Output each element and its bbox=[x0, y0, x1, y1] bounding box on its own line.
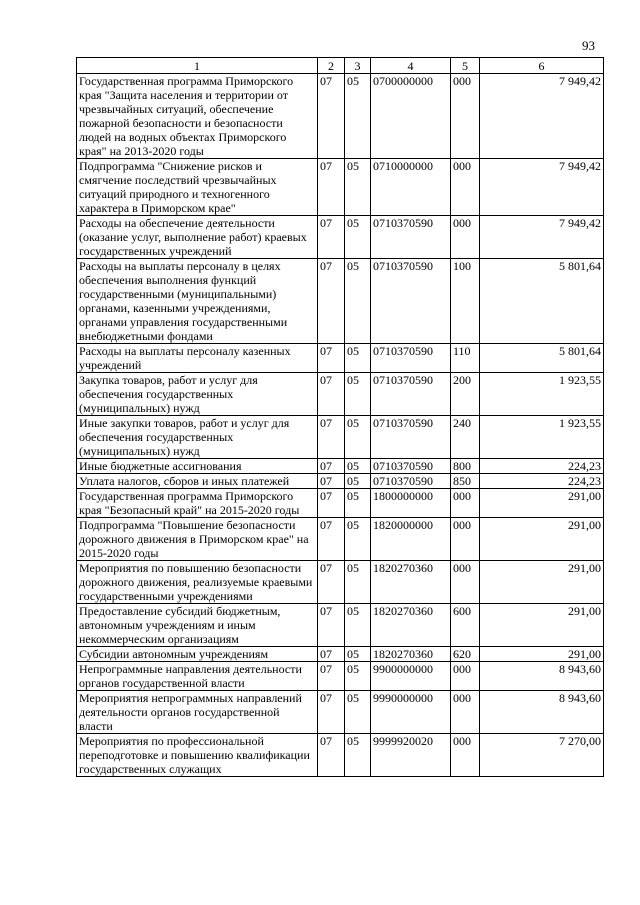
row-subsection-cell: 05 bbox=[345, 561, 371, 604]
row-expense-type-cell: 100 bbox=[451, 259, 480, 344]
row-name-cell: Подпрограмма "Повышение безопасности дорожного движения в Приморском крае" на 2015-2020 годы bbox=[77, 518, 318, 561]
row-expense-type-cell: 200 bbox=[451, 373, 480, 416]
table-row bbox=[77, 561, 604, 604]
row-amount-cell: 8 943,60 bbox=[480, 691, 604, 734]
row-target-article-cell: 0710370590 bbox=[371, 259, 451, 344]
row-section-cell: 07 bbox=[318, 259, 345, 344]
row-subsection-cell: 05 bbox=[345, 604, 371, 647]
row-section-cell: 07 bbox=[318, 216, 345, 259]
row-section-cell: 07 bbox=[318, 344, 345, 373]
table-row bbox=[77, 489, 604, 518]
row-expense-type-cell: 000 bbox=[451, 518, 480, 561]
row-subsection-cell: 05 bbox=[345, 416, 371, 459]
row-subsection-cell: 05 bbox=[345, 459, 371, 474]
table-row bbox=[77, 474, 604, 489]
row-amount-cell: 7 949,42 bbox=[480, 159, 604, 216]
row-amount-cell: 7 949,42 bbox=[480, 74, 604, 159]
row-section-cell: 07 bbox=[318, 691, 345, 734]
row-name-cell: Государственная программа Приморского края "Защита населения и территории от чрезвычайных ситуаций, обеспечение пожарной безопасности и безопасности людей на водных объектах Приморского края" на 2013-2020 годы bbox=[77, 74, 318, 159]
row-expense-type-cell: 000 bbox=[451, 561, 480, 604]
row-target-article-cell: 0710370590 bbox=[371, 344, 451, 373]
column-header-3: 3 bbox=[345, 58, 371, 74]
table-row bbox=[77, 662, 604, 691]
table-row bbox=[77, 159, 604, 216]
column-header-4: 4 bbox=[371, 58, 451, 74]
row-name-cell: Мероприятия непрограммных направлений деятельности органов государственной власти bbox=[77, 691, 318, 734]
row-name-cell: Непрограммные направления деятельности органов государственной власти bbox=[77, 662, 318, 691]
table-row bbox=[77, 691, 604, 734]
row-subsection-cell: 05 bbox=[345, 259, 371, 344]
row-amount-cell: 5 801,64 bbox=[480, 259, 604, 344]
row-name-cell: Уплата налогов, сборов и иных платежей bbox=[77, 474, 318, 489]
row-amount-cell: 8 943,60 bbox=[480, 662, 604, 691]
row-subsection-cell: 05 bbox=[345, 373, 371, 416]
column-header-1: 1 bbox=[77, 58, 318, 74]
row-section-cell: 07 bbox=[318, 662, 345, 691]
row-name-cell: Подпрограмма "Снижение рисков и смягчение последствий чрезвычайных ситуаций природного и техногенного характера в Приморском крае" bbox=[77, 159, 318, 216]
row-subsection-cell: 05 bbox=[345, 159, 371, 216]
row-section-cell: 07 bbox=[318, 459, 345, 474]
row-target-article-cell: 1800000000 bbox=[371, 489, 451, 518]
row-section-cell: 07 bbox=[318, 159, 345, 216]
row-amount-cell: 1 923,55 bbox=[480, 373, 604, 416]
row-expense-type-cell: 000 bbox=[451, 734, 480, 777]
row-amount-cell: 224,23 bbox=[480, 474, 604, 489]
row-subsection-cell: 05 bbox=[345, 74, 371, 159]
table-row bbox=[77, 459, 604, 474]
row-subsection-cell: 05 bbox=[345, 474, 371, 489]
row-amount-cell: 5 801,64 bbox=[480, 344, 604, 373]
row-expense-type-cell: 000 bbox=[451, 489, 480, 518]
budget-table bbox=[76, 57, 604, 777]
row-amount-cell: 7 949,42 bbox=[480, 216, 604, 259]
row-target-article-cell: 0710370590 bbox=[371, 216, 451, 259]
row-subsection-cell: 05 bbox=[345, 518, 371, 561]
row-expense-type-cell: 800 bbox=[451, 459, 480, 474]
row-name-cell: Мероприятия по повышению безопасности дорожного движения, реализуемые краевыми государственными учреждениями bbox=[77, 561, 318, 604]
row-expense-type-cell: 850 bbox=[451, 474, 480, 489]
row-section-cell: 07 bbox=[318, 647, 345, 662]
table-row bbox=[77, 74, 604, 159]
table-row bbox=[77, 416, 604, 459]
row-subsection-cell: 05 bbox=[345, 344, 371, 373]
row-amount-cell: 291,00 bbox=[480, 489, 604, 518]
row-section-cell: 07 bbox=[318, 734, 345, 777]
table-row bbox=[77, 604, 604, 647]
row-amount-cell: 1 923,55 bbox=[480, 416, 604, 459]
row-subsection-cell: 05 bbox=[345, 489, 371, 518]
table-row bbox=[77, 344, 604, 373]
row-expense-type-cell: 620 bbox=[451, 647, 480, 662]
row-name-cell: Расходы на выплаты персоналу в целях обеспечения выполнения функций государственными (муниципальными) органами, казенными учреждениями, органами управления государственными внебюджетными фондами bbox=[77, 259, 318, 344]
row-expense-type-cell: 000 bbox=[451, 74, 480, 159]
row-amount-cell: 7 270,00 bbox=[480, 734, 604, 777]
row-name-cell: Государственная программа Приморского края "Безопасный край" на 2015-2020 годы bbox=[77, 489, 318, 518]
row-expense-type-cell: 000 bbox=[451, 662, 480, 691]
table-row bbox=[77, 518, 604, 561]
row-target-article-cell: 0710370590 bbox=[371, 459, 451, 474]
table-row bbox=[77, 373, 604, 416]
row-section-cell: 07 bbox=[318, 474, 345, 489]
row-expense-type-cell: 000 bbox=[451, 691, 480, 734]
row-target-article-cell: 0710000000 bbox=[371, 159, 451, 216]
row-target-article-cell: 1820270360 bbox=[371, 604, 451, 647]
row-amount-cell: 291,00 bbox=[480, 561, 604, 604]
row-section-cell: 07 bbox=[318, 604, 345, 647]
row-target-article-cell: 0710370590 bbox=[371, 474, 451, 489]
row-section-cell: 07 bbox=[318, 518, 345, 561]
row-target-article-cell: 1820270360 bbox=[371, 647, 451, 662]
row-expense-type-cell: 240 bbox=[451, 416, 480, 459]
table-row bbox=[77, 647, 604, 662]
table-body bbox=[77, 74, 604, 777]
row-section-cell: 07 bbox=[318, 373, 345, 416]
row-expense-type-cell: 000 bbox=[451, 216, 480, 259]
row-target-article-cell: 0710370590 bbox=[371, 416, 451, 459]
row-target-article-cell: 9990000000 bbox=[371, 691, 451, 734]
row-amount-cell: 291,00 bbox=[480, 518, 604, 561]
row-amount-cell: 291,00 bbox=[480, 604, 604, 647]
table-row bbox=[77, 259, 604, 344]
row-subsection-cell: 05 bbox=[345, 647, 371, 662]
row-expense-type-cell: 110 bbox=[451, 344, 480, 373]
row-subsection-cell: 05 bbox=[345, 216, 371, 259]
row-target-article-cell: 9999920020 bbox=[371, 734, 451, 777]
row-target-article-cell: 0700000000 bbox=[371, 74, 451, 159]
page-number: 93 bbox=[582, 38, 595, 53]
row-subsection-cell: 05 bbox=[345, 734, 371, 777]
row-name-cell: Субсидии автономным учреждениям bbox=[77, 647, 318, 662]
row-name-cell: Закупка товаров, работ и услуг для обеспечения государственных (муниципальных) нужд bbox=[77, 373, 318, 416]
row-expense-type-cell: 600 bbox=[451, 604, 480, 647]
row-expense-type-cell: 000 bbox=[451, 159, 480, 216]
table-header-row bbox=[77, 58, 604, 74]
column-header-2: 2 bbox=[318, 58, 345, 74]
table-row bbox=[77, 734, 604, 777]
row-amount-cell: 224,23 bbox=[480, 459, 604, 474]
table-row bbox=[77, 216, 604, 259]
row-name-cell: Предоставление субсидий бюджетным, автономным учреждениям и иным некоммерческим организациям bbox=[77, 604, 318, 647]
row-target-article-cell: 0710370590 bbox=[371, 373, 451, 416]
row-name-cell: Иные бюджетные ассигнования bbox=[77, 459, 318, 474]
row-name-cell: Иные закупки товаров, работ и услуг для обеспечения государственных (муниципальных) нужд bbox=[77, 416, 318, 459]
row-section-cell: 07 bbox=[318, 561, 345, 604]
row-section-cell: 07 bbox=[318, 489, 345, 518]
row-subsection-cell: 05 bbox=[345, 662, 371, 691]
row-target-article-cell: 1820270360 bbox=[371, 561, 451, 604]
row-subsection-cell: 05 bbox=[345, 691, 371, 734]
column-header-5: 5 bbox=[451, 58, 480, 74]
row-target-article-cell: 1820000000 bbox=[371, 518, 451, 561]
row-section-cell: 07 bbox=[318, 416, 345, 459]
row-target-article-cell: 9900000000 bbox=[371, 662, 451, 691]
row-name-cell: Расходы на выплаты персоналу казенных учреждений bbox=[77, 344, 318, 373]
row-name-cell: Расходы на обеспечение деятельности (оказание услуг, выполнение работ) краевых государственных учреждений bbox=[77, 216, 318, 259]
row-amount-cell: 291,00 bbox=[480, 647, 604, 662]
row-name-cell: Мероприятия по профессиональной переподготовке и повышению квалификации государственных служащих bbox=[77, 734, 318, 777]
column-header-6: 6 bbox=[480, 58, 604, 74]
row-section-cell: 07 bbox=[318, 74, 345, 159]
